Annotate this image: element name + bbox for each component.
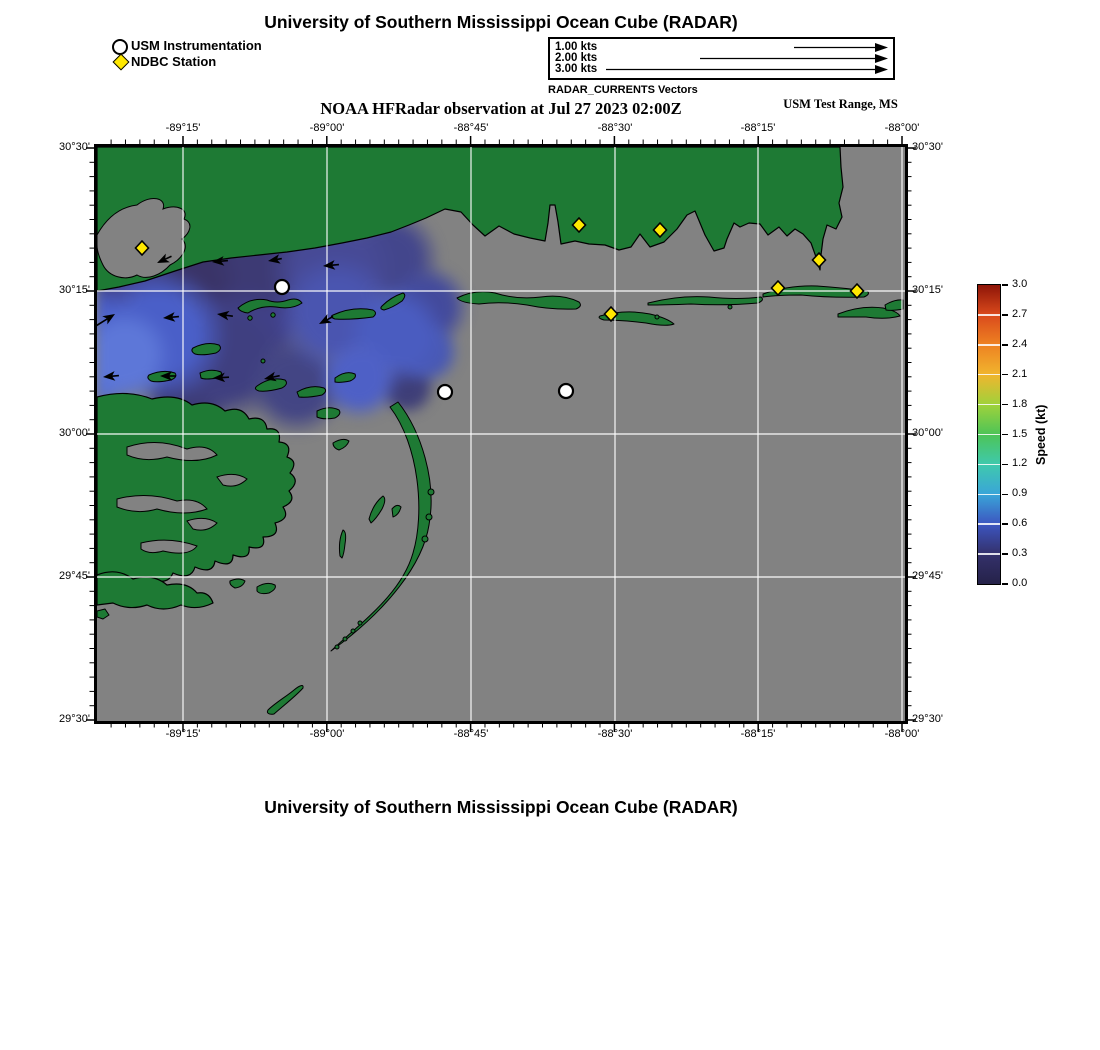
colorbar-tick-line xyxy=(978,553,1000,555)
x-tick-label: -88°30' xyxy=(597,728,633,740)
current-vector-arrow xyxy=(317,312,336,328)
vector-scale-box xyxy=(548,37,895,80)
y-tick-label: 29°45' xyxy=(912,570,943,582)
y-tick-label: 30°30' xyxy=(912,141,943,153)
colorbar-tick xyxy=(1002,404,1008,406)
vector-scale-caption: RADAR_CURRENTS Vectors xyxy=(548,84,698,96)
colorbar-tick-line xyxy=(978,344,1000,346)
colorbar-title: Speed (kt) xyxy=(1034,404,1048,466)
colorbar-tick-line xyxy=(978,494,1000,496)
colorbar-tick-line xyxy=(978,523,1000,525)
x-tick-label: -88°45' xyxy=(453,728,489,740)
current-vector-arrow xyxy=(160,371,176,381)
y-tick-label: 29°30' xyxy=(59,713,90,725)
ndbc-station-marker xyxy=(772,281,785,295)
page-title: University of Southern Mississippi Ocean Cube (RADAR) xyxy=(264,12,738,32)
x-tick-label: -89°15' xyxy=(165,728,201,740)
current-vector-arrow xyxy=(163,312,180,323)
usm-instrumentation-marker xyxy=(438,385,452,399)
colorbar-tick-label: 2.4 xyxy=(1012,337,1028,350)
x-tick-label: -88°45' xyxy=(453,122,489,134)
colorbar-tick-label: 0.9 xyxy=(1012,487,1028,500)
colorbar-tick xyxy=(1002,374,1008,376)
scale-label-3kt: 3.00 kts xyxy=(555,63,598,75)
colorbar-tick xyxy=(1002,583,1008,585)
colorbar-tick xyxy=(1002,494,1008,496)
colorbar-tick-label: 1.2 xyxy=(1012,457,1028,470)
x-tick-label: -88°00' xyxy=(884,728,920,740)
colorbar-tick xyxy=(1002,284,1008,286)
y-tick-label: 30°30' xyxy=(59,141,90,153)
current-vector-arrow xyxy=(263,371,281,384)
marker-layer xyxy=(97,147,905,721)
x-tick-label: -89°00' xyxy=(309,728,345,740)
scale-label-2kt: 2.00 kts xyxy=(555,52,598,64)
current-vector-arrow xyxy=(97,310,118,336)
usm-instrumentation-marker xyxy=(275,280,289,294)
colorbar-tick-line xyxy=(978,374,1000,376)
colorbar-tick-line xyxy=(978,314,1000,316)
x-tick-label: -89°00' xyxy=(309,122,345,134)
footer-title: University of Southern Mississippi Ocean Cube (RADAR) xyxy=(264,797,738,817)
colorbar-tick xyxy=(1002,464,1008,466)
ndbc-station-marker xyxy=(573,218,586,232)
colorbar-tick-label: 0.3 xyxy=(1012,547,1028,560)
colorbar-tick-label: 0.0 xyxy=(1012,577,1028,589)
current-vector-arrow xyxy=(155,252,174,267)
x-tick-label: -89°15' xyxy=(165,122,201,134)
colorbar-tick-line xyxy=(978,404,1000,406)
colorbar-tick-label: 2.1 xyxy=(1012,367,1028,380)
y-tick-label: 30°00' xyxy=(912,427,943,439)
colorbar-tick xyxy=(1002,344,1008,346)
colorbar-tick-label: 0.6 xyxy=(1012,517,1028,530)
ndbc-station-marker xyxy=(851,284,864,298)
colorbar-tick-line xyxy=(978,464,1000,466)
scale-label-1kt: 1.00 kts xyxy=(555,41,598,53)
y-tick-label: 30°15' xyxy=(59,284,90,296)
colorbar-tick xyxy=(1002,523,1008,525)
colorbar-tick xyxy=(1002,314,1008,316)
colorbar-tick-label: 3.0 xyxy=(1012,278,1028,290)
ndbc-station-marker xyxy=(654,223,667,237)
current-vector-arrow xyxy=(267,254,282,266)
colorbar-tick xyxy=(1002,434,1008,436)
colorbar-tick-label: 1.5 xyxy=(1012,427,1028,440)
colorbar-tick xyxy=(1002,553,1008,555)
current-vector-arrow xyxy=(103,371,120,382)
usm-instrumentation-marker xyxy=(559,384,573,398)
current-vector-arrow xyxy=(216,309,233,321)
ndbc-station-marker xyxy=(813,253,826,267)
map-canvas xyxy=(97,147,905,721)
x-tick-label: -88°30' xyxy=(597,122,633,134)
colorbar-tick-label: 2.7 xyxy=(1012,307,1028,320)
colorbar-tick-label: 1.8 xyxy=(1012,397,1028,410)
observation-subtitle: NOAA HFRadar observation at Jul 27 2023 02:00Z xyxy=(320,99,682,118)
ndbc-station-icon xyxy=(113,54,130,71)
y-tick-label: 30°00' xyxy=(59,427,90,439)
current-vector-arrow xyxy=(212,256,229,267)
x-tick-label: -88°15' xyxy=(740,728,776,740)
x-tick-label: -88°00' xyxy=(884,122,920,134)
y-tick-label: 29°30' xyxy=(912,713,943,725)
y-tick-label: 30°15' xyxy=(912,284,943,296)
region-label: USM Test Range, MS xyxy=(783,97,898,111)
x-tick-label: -88°15' xyxy=(740,122,776,134)
ndbc-station-marker xyxy=(136,241,149,255)
current-vector-arrow xyxy=(323,260,340,271)
current-vector-arrow xyxy=(213,372,229,382)
y-tick-label: 29°45' xyxy=(59,570,90,582)
legend-label-usm: USM Instrumentation xyxy=(131,38,262,53)
scale-arrows xyxy=(550,39,893,78)
legend-label-ndbc: NDBC Station xyxy=(131,54,217,69)
